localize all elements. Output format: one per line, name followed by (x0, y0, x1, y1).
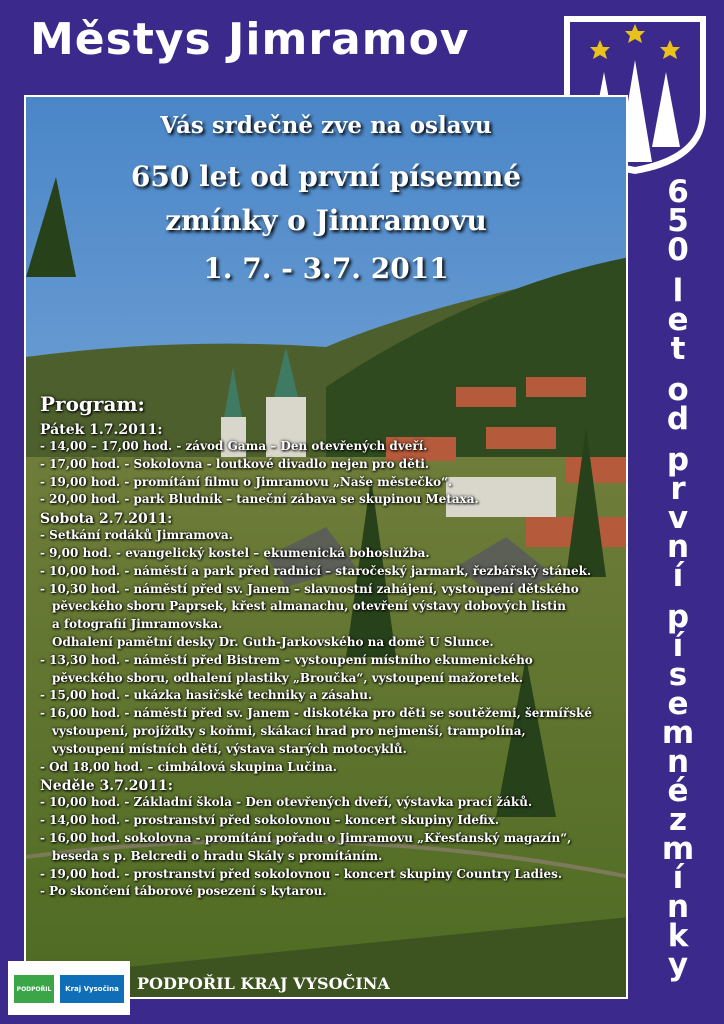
vertical-letter: l (672, 273, 684, 309)
program-item: - 9,00 hod. - evangelický kostel – ekumenická bohoslužba. (40, 545, 430, 560)
vertical-letter: e (667, 302, 689, 338)
kraj-vysocina-logo (8, 961, 130, 1015)
program-item: - Od 18,00 hod. – cimbálová skupina Lučina. (40, 759, 337, 774)
program-item: - 16,00 hod. sokolovna - promítání pořadu o Jimramovu „Křesťanský magazín“, (40, 830, 572, 845)
program-item: a fotografií Jimramovska. (52, 617, 223, 632)
program-item: - Setkání rodáků Jimramova. (40, 528, 233, 543)
vertical-letter: p (666, 599, 690, 635)
program-item: - 14,00 – 17,00 hod. - závod Gama – Den otevřených dveří. (40, 439, 428, 453)
program-item: - 15,00 hod. - ukázka hasičské techniky a zásahu. (40, 688, 373, 703)
program-item: - 19,00 hod. - promítání filmu o Jimramovu „Naše městečko“. (40, 474, 453, 489)
vertical-letter: é (667, 773, 689, 809)
vertical-letter: 6 (667, 174, 689, 210)
program-item: pěveckého sboru, odhalení plastiky „Broučka“, vystoupení mažoretek. (52, 670, 524, 685)
vertical-banner-text (650, 174, 706, 983)
anniversary-title-line2: zmínky o Jimramovu (165, 204, 487, 237)
vertical-letter: n (666, 744, 690, 780)
vertical-letter: m (661, 831, 695, 867)
vertical-letter: í (672, 860, 684, 896)
vertical-letter: n (666, 529, 690, 565)
program-item: - 17,00 hod. - Sokolovna - loutkové divadlo nejen pro děti. (40, 456, 430, 471)
program-day-heading: Pátek 1.7.2011: (40, 422, 163, 438)
vertical-letter: y (667, 947, 689, 983)
vertical-letter: 5 (667, 203, 689, 239)
logo-left: PODPOŘIL (14, 975, 54, 1003)
anniversary-title-line1: 650 let od první písemné (130, 160, 522, 193)
program-item: vystoupení, projížďky s koňmi, skákací hrad pro nejmenší, trampolína, (52, 723, 526, 738)
logo-right: Kraj Vysočina (60, 975, 124, 1003)
program-item: - 10,00 hod. - Základní škola - Den otevřených dveří, výstavka prací žáků. (40, 795, 533, 810)
program-day-heading: Neděle 3.7.2011: (40, 778, 173, 795)
vertical-letter: í (672, 628, 684, 664)
program-item: - Po skončení táborové posezení s kytarou. (40, 884, 327, 899)
program-item: - 13,30 hod. - náměstí před Bistrem – vystoupení místního ekumenického (40, 652, 533, 667)
page-title: Městys Jimramov (30, 14, 470, 65)
event-dates: 1. 7. - 3.7. 2011 (203, 252, 449, 285)
vertical-letter: r (670, 471, 686, 507)
vertical-letter: d (666, 401, 690, 437)
vertical-letter: z (668, 802, 688, 838)
vertical-letter: o (667, 372, 689, 408)
program-item: - 16,00 hod. - náměstí před sv. Janem - diskotéka pro děti se soutěžemi, šermířské (40, 706, 593, 721)
vertical-letter: p (666, 442, 690, 478)
vertical-letter: s (668, 657, 688, 693)
vertical-letter: m (661, 715, 695, 751)
vertical-letter: í (672, 558, 684, 594)
vertical-letter: k (667, 918, 689, 954)
program-item: beseda s p. Belcredi o hradu Skály s promítáním. (52, 848, 383, 863)
program-item: - 19,00 hod. - prostranství před sokolovnou - koncert skupiny Country Ladies. (40, 866, 563, 881)
program-item: pěveckého sboru Paprsek, křest almanachu, otevření výstavy dobových listin (52, 599, 566, 614)
program-item: - 14,00 hod. - prostranství před sokolovnou – koncert skupiny Idefix. (40, 813, 500, 828)
program-heading: Program: (40, 392, 145, 416)
program-day-heading: Sobota 2.7.2011: (40, 511, 173, 528)
sponsor-text: PODPOŘIL KRAJ VYSOČINA (137, 974, 390, 993)
vertical-letter: n (666, 889, 690, 925)
vertical-letter: e (667, 686, 689, 722)
invitation-text: Vás srdečně zve na oslavu (160, 112, 492, 139)
program-list (40, 392, 625, 901)
vertical-letter: t (670, 331, 686, 367)
program-item: - 10,30 hod. - náměstí před sv. Janem – slavnostní zahájení, vystoupení dětského (40, 581, 579, 596)
vertical-letter: 0 (667, 232, 689, 268)
program-item: Odhalení pamětní desky Dr. Guth-Jarkovského na domě U Slunce. (52, 634, 494, 649)
program-item: - 20,00 hod. - park Bludník – taneční zábava se skupinou Metaxa. (40, 492, 479, 507)
program-item: vystoupení místních dětí, výstava starých motocyklů. (52, 741, 407, 756)
vertical-letter: v (667, 500, 689, 536)
program-item: - 10,00 hod. - náměstí a park před radnicí – staročeský jarmark, řezbářský stánek. (40, 563, 592, 578)
